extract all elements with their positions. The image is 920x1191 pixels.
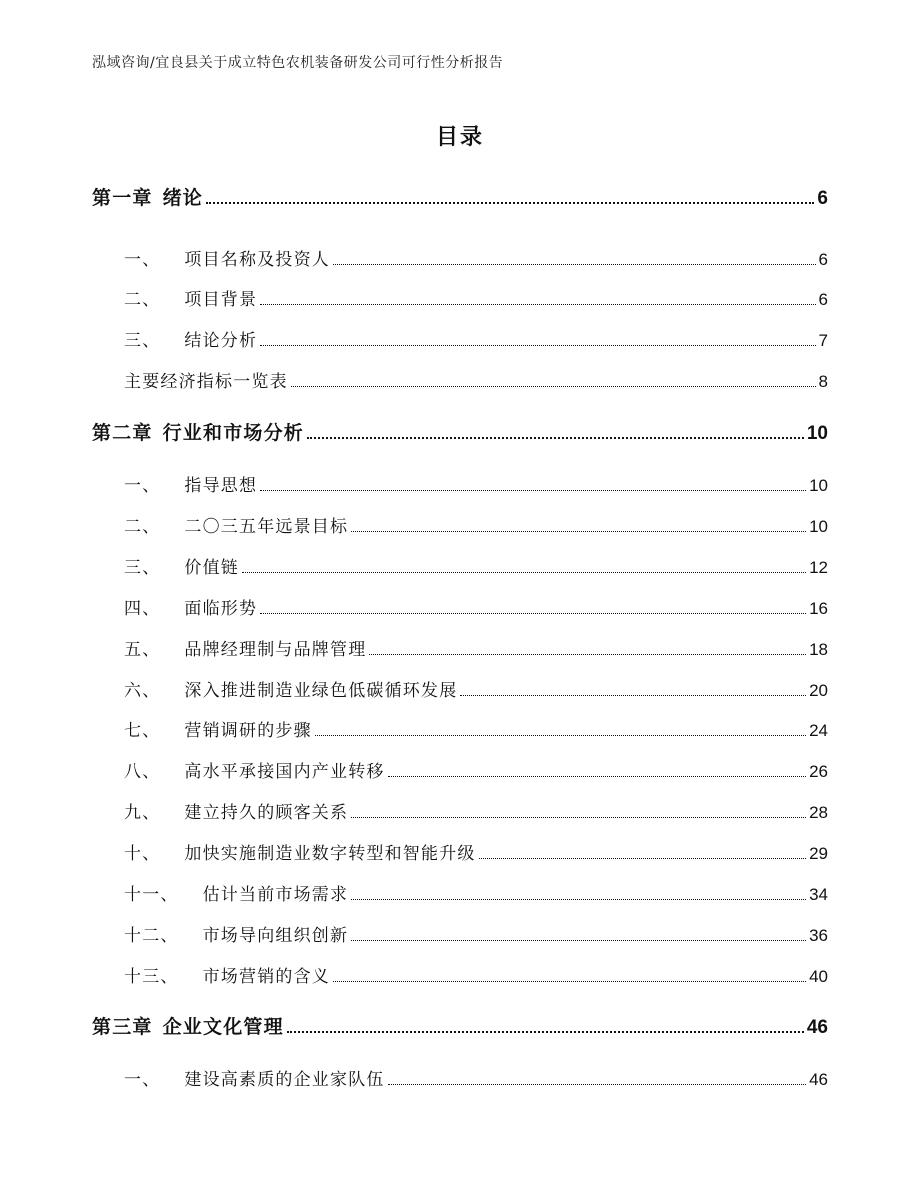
toc-entry-title: 估计当前市场需求 — [202, 885, 349, 905]
toc-page-number: 46 — [809, 1070, 828, 1089]
dot-leader — [388, 1084, 806, 1085]
toc-entry-title: 行业和市场分析 — [162, 422, 305, 444]
toc-entry-title: 建立持久的顾客关系 — [184, 803, 349, 823]
toc-section[interactable] — [124, 881, 828, 905]
toc-section[interactable] — [124, 677, 828, 701]
toc-entry-number: 十一、 — [124, 885, 179, 905]
toc-page-number: 46 — [806, 1017, 828, 1038]
toc-page-number: 10 — [809, 476, 828, 495]
toc-section[interactable] — [124, 246, 828, 270]
toc-entry-title: 企业文化管理 — [162, 1016, 284, 1038]
toc-chapter-1[interactable] — [92, 184, 828, 210]
dot-leader — [333, 264, 816, 265]
toc-entry-title: 指导思想 — [184, 476, 258, 496]
toc-section[interactable] — [124, 1066, 828, 1090]
toc-page-number: 24 — [809, 721, 828, 740]
toc-page-number: 7 — [818, 331, 828, 350]
toc-entry-title: 市场导向组织创新 — [202, 926, 349, 946]
toc-entry-number: 三、 — [124, 558, 161, 578]
dot-leader — [206, 202, 814, 204]
toc-entry-number: 九、 — [124, 803, 161, 823]
toc-entry-title: 市场营销的含义 — [202, 967, 331, 987]
toc-entry-number: 第三章 — [92, 1016, 153, 1038]
dot-leader — [260, 304, 815, 305]
dot-leader — [351, 817, 806, 818]
toc-section[interactable] — [124, 472, 828, 496]
toc-section[interactable] — [124, 922, 828, 946]
toc-section[interactable] — [124, 636, 828, 660]
toc-entry-title: 深入推进制造业绿色低碳循环发展 — [184, 681, 458, 701]
toc-entry-title: 项目名称及投资人 — [184, 250, 331, 270]
toc-entry-title: 绪论 — [162, 187, 204, 209]
running-header: 泓域咨询/宜良县关于成立特色农机装备研发公司可行性分析报告 — [92, 55, 504, 71]
dot-leader — [287, 1031, 804, 1033]
toc-entry-number: 十二、 — [124, 926, 179, 946]
toc-page-number: 8 — [818, 372, 828, 391]
toc-chapter-3[interactable] — [92, 1013, 828, 1039]
dot-leader — [351, 940, 806, 941]
toc-page-number: 40 — [809, 967, 828, 986]
toc-page-number: 6 — [818, 290, 828, 309]
dot-leader — [307, 437, 804, 439]
toc-entry-number: 七、 — [124, 721, 161, 741]
toc-entry-number: 八、 — [124, 762, 161, 782]
toc-chapter-2[interactable] — [92, 419, 828, 445]
toc-page-number: 36 — [809, 926, 828, 945]
toc-entry-number: 三、 — [124, 331, 161, 351]
toc-entry-title: 主要经济指标一览表 — [124, 372, 288, 392]
toc-entry-number: 二、 — [124, 517, 161, 537]
toc-entry-number: 第二章 — [92, 422, 153, 444]
toc-page-number: 18 — [809, 640, 828, 659]
toc-page-number: 6 — [818, 250, 828, 269]
toc-section[interactable] — [124, 963, 828, 987]
toc-page-number: 34 — [809, 885, 828, 904]
toc-entry-title: 项目背景 — [184, 290, 258, 310]
toc-page-number: 28 — [809, 803, 828, 822]
dot-leader — [242, 572, 806, 573]
toc-entry-number: 一、 — [124, 476, 161, 496]
toc-entry-number: 六、 — [124, 681, 161, 701]
dot-leader — [260, 345, 815, 346]
toc-entry-number: 十三、 — [124, 967, 179, 987]
toc-section[interactable] — [124, 513, 828, 537]
toc-entry-title: 加快实施制造业数字转型和智能升级 — [184, 844, 476, 864]
toc-entry-title: 二〇三五年远景目标 — [184, 517, 349, 537]
toc-page-number: 10 — [809, 517, 828, 536]
toc-section[interactable] — [124, 799, 828, 823]
toc-entry-title: 面临形势 — [184, 599, 258, 619]
dot-leader — [351, 531, 806, 532]
dot-leader — [388, 776, 806, 777]
toc-section[interactable] — [124, 327, 828, 351]
toc-entry-number: 十、 — [124, 844, 161, 864]
dot-leader — [260, 613, 806, 614]
dot-leader — [479, 858, 806, 859]
toc-entry-number: 一、 — [124, 1070, 161, 1090]
toc-title: 目录 — [435, 125, 484, 150]
toc-section[interactable] — [124, 286, 828, 310]
toc-section[interactable] — [124, 368, 828, 392]
toc-section[interactable] — [124, 554, 828, 578]
toc-entry-number: 第一章 — [92, 187, 153, 209]
toc-section[interactable] — [124, 595, 828, 619]
toc-section[interactable] — [124, 840, 828, 864]
toc-entry-number: 一、 — [124, 250, 161, 270]
toc-section[interactable] — [124, 717, 828, 741]
toc-entry-title: 价值链 — [184, 558, 240, 578]
dot-leader — [351, 899, 806, 900]
dot-leader — [315, 735, 806, 736]
toc-entry-title: 结论分析 — [184, 331, 258, 351]
toc-entry-number: 四、 — [124, 599, 161, 619]
dot-leader — [291, 386, 816, 387]
toc-entry-title: 建设高素质的企业家队伍 — [184, 1070, 385, 1090]
toc-section[interactable] — [124, 758, 828, 782]
toc-page-number: 16 — [809, 599, 828, 618]
toc-page-number: 29 — [809, 844, 828, 863]
dot-leader — [460, 695, 806, 696]
toc-entry-number: 五、 — [124, 640, 161, 660]
toc-entry-title: 营销调研的步骤 — [184, 721, 312, 741]
toc-page-number: 6 — [817, 188, 828, 209]
toc-page-number: 12 — [809, 558, 828, 577]
toc-entry-number: 二、 — [124, 290, 161, 310]
toc-page-number: 20 — [809, 681, 828, 700]
toc-page-number: 26 — [809, 762, 828, 781]
dot-leader — [333, 981, 806, 982]
toc-entry-title: 品牌经理制与品牌管理 — [184, 640, 367, 660]
toc-entry-title: 高水平承接国内产业转移 — [184, 762, 385, 782]
dot-leader — [369, 654, 806, 655]
toc-page-number: 10 — [806, 423, 828, 444]
dot-leader — [260, 490, 806, 491]
